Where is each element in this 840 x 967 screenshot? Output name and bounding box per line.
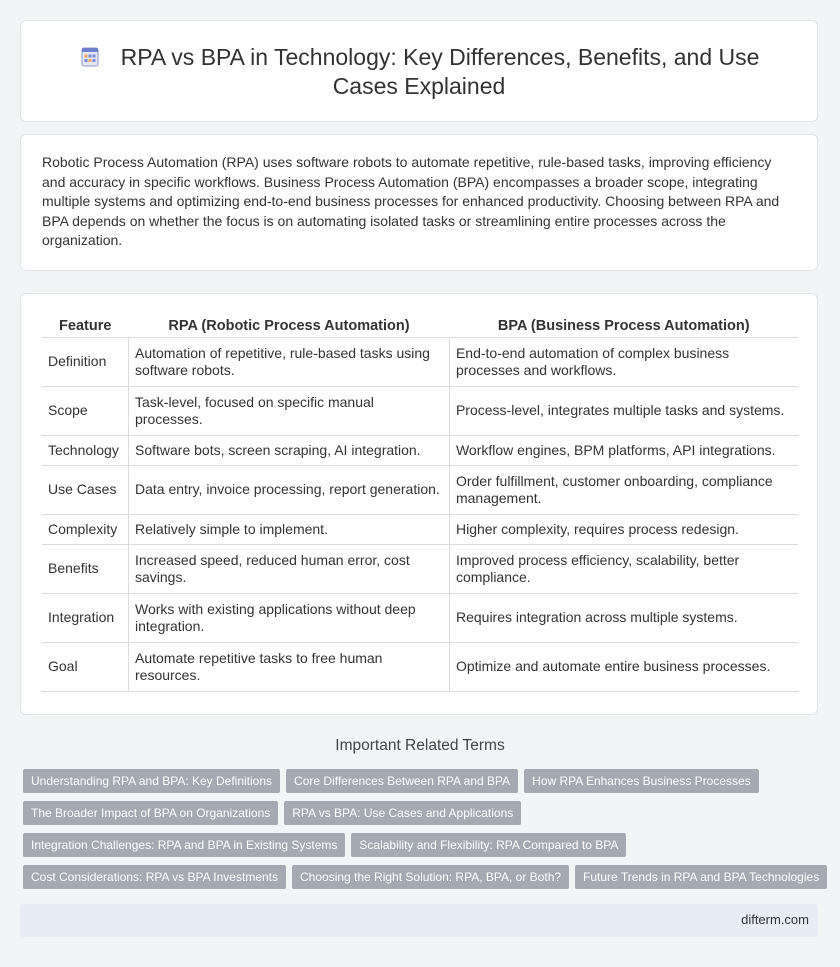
rpa-cell: Data entry, invoice processing, report generation.: [129, 466, 450, 515]
table-row: [42, 436, 798, 466]
rpa-cell: Software bots, screen scraping, AI integration.: [129, 436, 450, 466]
feature-cell: Technology: [42, 436, 129, 466]
table-row: [42, 466, 798, 515]
tag-row: [23, 865, 823, 897]
bpa-cell: End-to-end automation of complex business processes and workflows.: [449, 338, 798, 387]
comparison-table: [42, 315, 798, 692]
table-row: [42, 594, 798, 643]
tag-row: [23, 801, 823, 833]
footer: [20, 904, 818, 937]
feature-cell: Benefits: [42, 545, 129, 594]
bpa-cell: Improved process efficiency, scalability, better compliance.: [449, 545, 798, 594]
related-term-tag[interactable]: Core Differences Between RPA and BPA: [286, 769, 518, 793]
bpa-cell: Workflow engines, BPM platforms, API integrations.: [449, 436, 798, 466]
rpa-cell: Increased speed, reduced human error, cost savings.: [129, 545, 450, 594]
footer-site-link[interactable]: difterm.com: [741, 912, 809, 927]
related-term-tag[interactable]: Understanding RPA and BPA: Key Definitions: [23, 769, 280, 793]
intro-card: [20, 134, 818, 271]
table-row: [42, 387, 798, 436]
table-row: [42, 643, 798, 692]
comparison-card: [20, 293, 818, 715]
related-term-tag[interactable]: Future Trends in RPA and BPA Technologies: [575, 865, 827, 889]
related-term-tag[interactable]: RPA vs BPA: Use Cases and Applications: [284, 801, 521, 825]
bpa-cell: Optimize and automate entire business processes.: [449, 643, 798, 692]
header-bpa: BPA (Business Process Automation): [449, 315, 798, 338]
bpa-cell: Order fulfillment, customer onboarding, compliance management.: [449, 466, 798, 515]
related-term-tag[interactable]: Choosing the Right Solution: RPA, BPA, or Both?: [292, 865, 569, 889]
feature-cell: Use Cases: [42, 466, 129, 515]
tag-row: [23, 769, 823, 801]
intro-paragraph: Robotic Process Automation (RPA) uses software robots to automate repetitive, rule-based tasks, improving efficiency and accuracy in specific workflows. Business Process Automation (BPA) encompasses a broader scope, integrating multiple systems and optimizing end-to-end business processes for enhanced productivity. Choosing between RPA and BPA depends on whether the focus is on automating isolated tasks or streamlining entire processes across the organization.: [42, 154, 780, 249]
feature-cell: Definition: [42, 338, 129, 387]
page-title-text: RPA vs BPA in Technology: Key Differences, Benefits, and Use Cases Explained: [120, 44, 760, 99]
bpa-cell: Requires integration across multiple systems.: [449, 594, 798, 643]
related-term-tag[interactable]: How RPA Enhances Business Processes: [524, 769, 759, 793]
feature-cell: Integration: [42, 594, 129, 643]
related-term-tag[interactable]: Cost Considerations: RPA vs BPA Investments: [23, 865, 286, 889]
related-term-tag[interactable]: Scalability and Flexibility: RPA Compared to BPA: [351, 833, 626, 857]
bpa-cell: Process-level, integrates multiple tasks and systems.: [449, 387, 798, 436]
feature-cell: Complexity: [42, 515, 129, 545]
header-card: [20, 20, 818, 122]
related-terms-title: Important Related Terms: [335, 737, 505, 754]
rpa-cell: Task-level, focused on specific manual processes.: [129, 387, 450, 436]
header-rpa: RPA (Robotic Process Automation): [129, 315, 450, 338]
tag-row: [23, 833, 823, 865]
bpa-cell: Higher complexity, requires process redesign.: [449, 515, 798, 545]
rpa-cell: Automate repetitive tasks to free human resources.: [129, 643, 450, 692]
rpa-cell: Automation of repetitive, rule-based tasks using software robots.: [129, 338, 450, 387]
document-grid-icon: [79, 46, 101, 68]
rpa-cell: Works with existing applications without deep integration.: [129, 594, 450, 643]
feature-cell: Goal: [42, 643, 129, 692]
related-terms-list: [23, 769, 823, 897]
table-row: [42, 515, 798, 545]
table-row: [42, 338, 798, 387]
rpa-cell: Relatively simple to implement.: [129, 515, 450, 545]
table-header-row: [42, 315, 798, 338]
table-row: [42, 545, 798, 594]
page-title: [61, 43, 777, 101]
feature-cell: Scope: [42, 387, 129, 436]
related-term-tag[interactable]: The Broader Impact of BPA on Organizations: [23, 801, 278, 825]
related-term-tag[interactable]: Integration Challenges: RPA and BPA in Existing Systems: [23, 833, 345, 857]
header-feature: Feature: [42, 315, 129, 338]
title-wrap: [21, 43, 817, 101]
